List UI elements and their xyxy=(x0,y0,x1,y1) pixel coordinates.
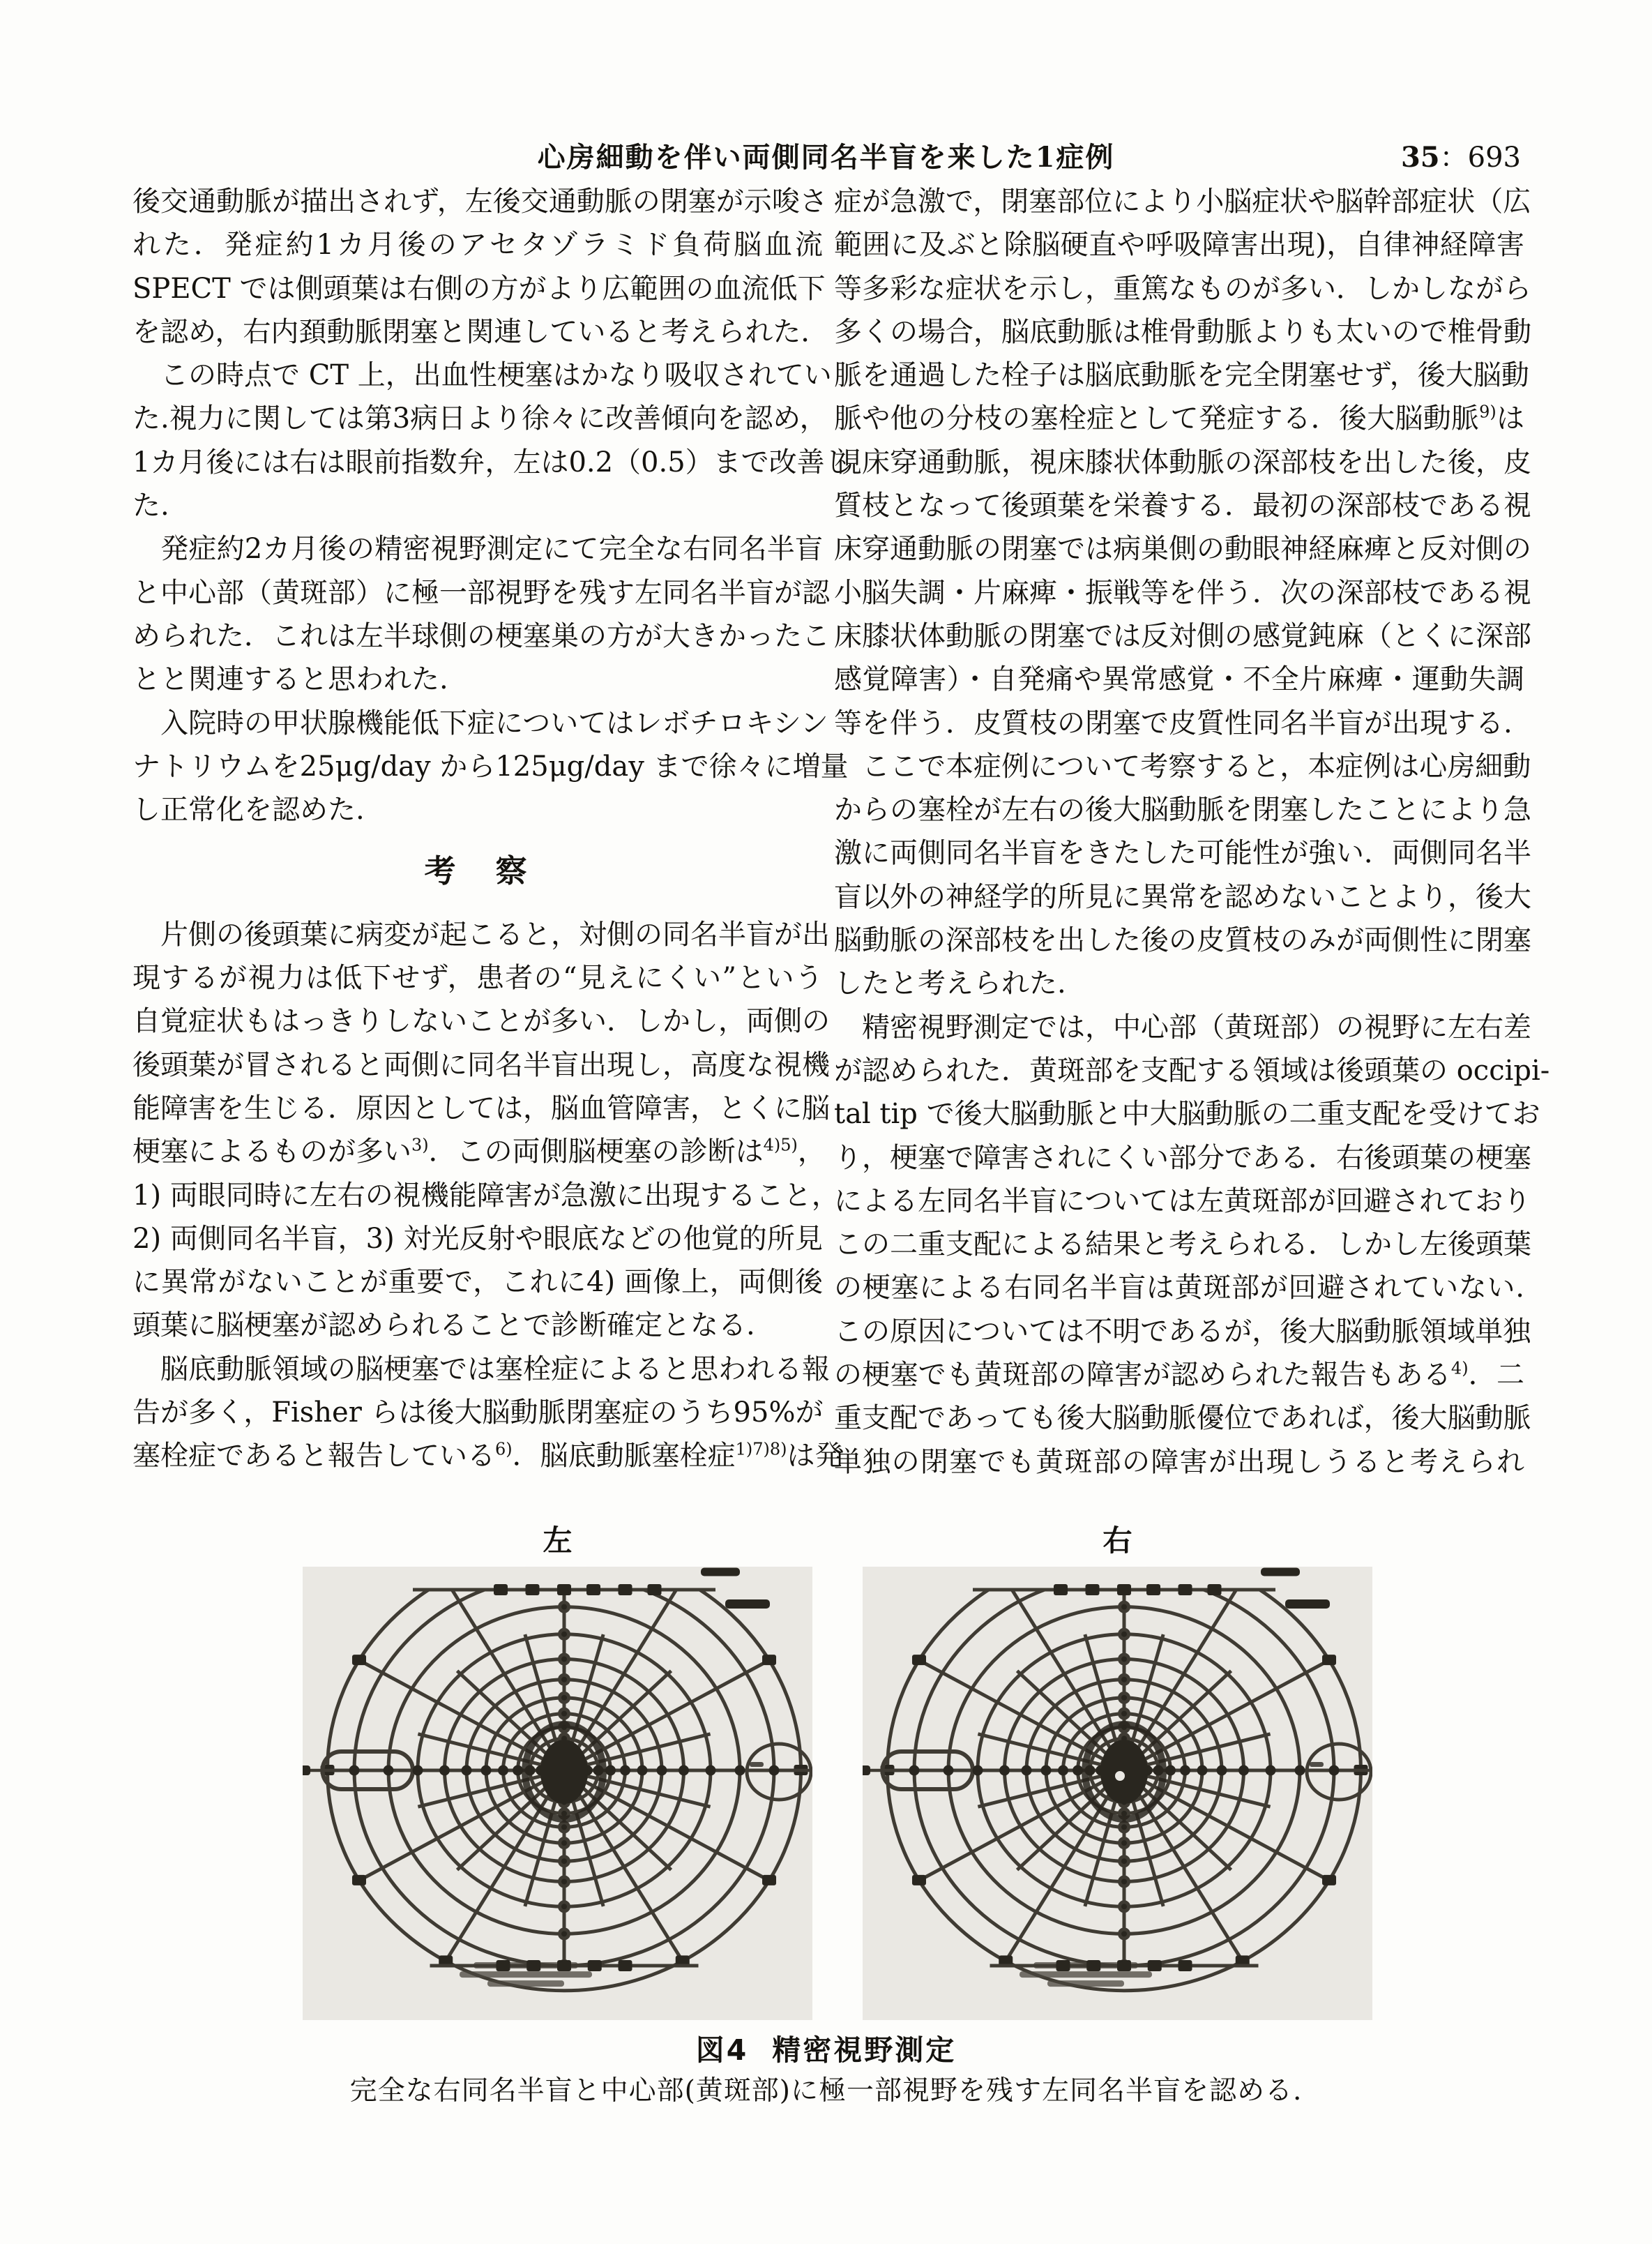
text-line: が認められた．黄斑部を支配する領域は後頭葉の occipi- xyxy=(834,1054,1550,1087)
text-line: 等を伴う．皮質枝の閉塞で皮質性同名半盲が出現する. xyxy=(834,707,1513,739)
text-line: とと関連すると思われた. xyxy=(132,663,448,696)
text-line: 範囲に及ぶと除脳硬直や呼吸障害出現)，自律神経障害 xyxy=(834,229,1524,262)
text-line: を認め，右内頚動脈閉塞と関連していると考えられた． xyxy=(132,315,829,348)
text-line: 現するが視力は低下せず，患者の“見えにくい”という xyxy=(132,962,823,995)
figure-caption-title: 図4 精密視野測定 xyxy=(695,2033,957,2067)
text-line: 1) 両眼同時に左右の視機能障害が急激に出現すること， xyxy=(132,1179,840,1212)
page-title: 心房細動を伴い両側同名半盲を来した1症例 xyxy=(537,141,1115,174)
right-column xyxy=(834,180,1550,1484)
text-line: この時点で CT 上，出血性梗塞はかなり吸収されてい xyxy=(132,359,832,392)
text-line: の梗塞による右同名半盲は黄斑部が回避されていない. xyxy=(834,1272,1524,1304)
perimetry-chart-left xyxy=(303,1567,812,2020)
text-line: た. xyxy=(132,490,169,522)
text-line: 後交通動脈が描出されず，左後交通動脈の閉塞が示唆さ xyxy=(132,186,828,218)
text-line: と中心部（黄斑部）に極一部視野を残す左同名半盲が認 xyxy=(132,576,830,609)
page-number-rest: ：693 xyxy=(1439,142,1521,174)
text-line: tal tip で後大脳動脈と中大脳動脈の二重支配を受けてお xyxy=(834,1098,1540,1131)
text-line: 激に両側同名半盲をきたした可能性が強い．両側同名半 xyxy=(834,837,1531,870)
text-line: 質枝となって後頭葉を栄養する．最初の深部枝である視 xyxy=(834,490,1531,522)
text-line: 自覚症状もはっきりしないことが多い．しかし，両側の xyxy=(132,1005,830,1038)
text-line: 感覚障害）・自発痛や異常感覚・不全片麻痺・運動失調 xyxy=(834,663,1524,696)
text-line: 脈や他の分枝の塞栓症として発症する．後大脳動脈$^{9)}$は xyxy=(834,402,1525,435)
text-line: 視床穿通動脈，視床膝状体動脈の深部枝を出した後，皮 xyxy=(834,446,1531,479)
text-line: 床穿通動脈の閉塞では病巣側の動眼神経麻痺と反対側の xyxy=(834,533,1531,566)
text-line: この原因については不明であるが，後大脳動脈領域単独 xyxy=(834,1315,1531,1348)
text-line: に異常がないことが重要で，これに4) 画像上，両側後 xyxy=(132,1266,823,1299)
text-line: められた．これは左半球側の梗塞巣の方が大きかったこ xyxy=(132,619,830,652)
text-line: し正常化を認めた. xyxy=(132,794,365,827)
text-line: ここで本症例について考察すると，本症例は心房細動 xyxy=(834,750,1531,783)
text-line: 脳動脈の深部枝を出した後の皮質枝のみが両側性に閉塞 xyxy=(834,924,1531,957)
text-line: 塞栓症であると報告している$^{6)}$．脳底動脈塞栓症$^{1)7)8)}$は発 xyxy=(132,1439,843,1473)
text-line: 小脳失調・片麻痺・振戦等を伴う．次の深部枝である視 xyxy=(834,576,1531,609)
text-line: 入院時の甲状腺機能低下症についてはレボチロキシン xyxy=(132,707,828,739)
text-line: 単独の閉塞でも黄斑部の障害が出現しうると考えられ xyxy=(834,1445,1524,1478)
chart-label-right: 右 xyxy=(1102,1523,1132,1558)
text-line: 等多彩な症状を示し，重篤なものが多い．しかしながら xyxy=(834,272,1531,305)
perimetry-chart-right xyxy=(863,1567,1372,2020)
text-line: 後頭葉が冒されると両側に同名半盲出現し，高度な視機 xyxy=(132,1048,830,1081)
figure-caption-text: 完全な右同名半盲と中心部(黄斑部)に極一部視野を残す左同名半盲を認める. xyxy=(349,2075,1303,2107)
text-line: ナトリウムを25μg/day から125μg/day まで徐々に増量 xyxy=(132,750,849,783)
text-line: り，梗塞で障害されにくい部分である．右後頭葉の梗塞 xyxy=(834,1141,1531,1174)
text-line: からの塞栓が左右の後大脳動脈を閉塞したことにより急 xyxy=(834,794,1531,827)
text-line: 床膝状体動脈の閉塞では反対側の感覚鈍麻（とくに深部 xyxy=(834,619,1531,652)
text-line: 告が多く，Fisher らは後大脳動脈閉塞症のうち95%が xyxy=(132,1396,824,1429)
text-line: た.視力に関しては第3病日より徐々に改善傾向を認め， xyxy=(132,402,828,435)
text-line: による左同名半盲については左黄斑部が回避されており xyxy=(834,1184,1531,1217)
text-line: 能障害を生じる．原因としては，脳血管障害，とくに脳 xyxy=(132,1092,830,1124)
text-line: れた．発症約1カ月後のアセタゾラミド負荷脳血流 xyxy=(132,229,823,262)
figure-number: 図4 xyxy=(695,2033,749,2067)
chart-label-left: 左 xyxy=(543,1523,573,1558)
text-line: したと考えられた. xyxy=(834,967,1066,1000)
text-line: SPECT では側頭葉は右側の方がより広範囲の血流低下 xyxy=(132,272,826,305)
text-line: 1カ月後には右は眼前指数弁，左は0.2（0.5）まで改善し xyxy=(132,446,853,479)
text-line: 脈を通過した栓子は脳底動脈を完全閉塞せず，後大脳動 xyxy=(834,359,1529,392)
text-line: 盲以外の神経学的所見に異常を認めないことより，後大 xyxy=(834,880,1531,913)
section-heading: 考 察 xyxy=(424,852,531,890)
text-line: 症が急激で，閉塞部位により小脳症状や脳幹部症状（広 xyxy=(834,186,1531,218)
text-line: 精密視野測定では，中心部（黄斑部）の視野に左右差 xyxy=(834,1011,1531,1044)
text-line: の梗塞でも黄斑部の障害が認められた報告もある$^{4)}$．二 xyxy=(834,1358,1525,1392)
text-line: 多くの場合，脳底動脈は椎骨動脈よりも太いので椎骨動 xyxy=(834,315,1531,348)
page-number xyxy=(1401,135,1521,175)
volume-number: 35 xyxy=(1400,141,1440,174)
left-column xyxy=(132,180,853,1478)
text-line: 重支配であっても後大脳動脈優位であれば，後大脳動脈 xyxy=(834,1402,1531,1435)
text-line: 脳底動脈領域の脳梗塞では塞栓症によると思われる報 xyxy=(132,1353,830,1385)
text-line: 発症約2カ月後の精密視野測定にて完全な右同名半盲 xyxy=(132,533,823,566)
text-line: 梗塞によるものが多い$^{3)}$．この両側脳梗塞の診断は$^{4)5)}$， xyxy=(132,1135,826,1168)
text-line: この二重支配による結果と考えられる．しかし左後頭葉 xyxy=(834,1228,1531,1261)
text-line: 2) 両側同名半盲，3) 対光反射や眼底などの他覚的所見 xyxy=(132,1222,823,1255)
text-line: 片側の後頭葉に病変が起こると，対側の同名半盲が出 xyxy=(132,918,830,951)
text-line: 頭葉に脳梗塞が認められることで診断確定となる. xyxy=(132,1309,755,1342)
